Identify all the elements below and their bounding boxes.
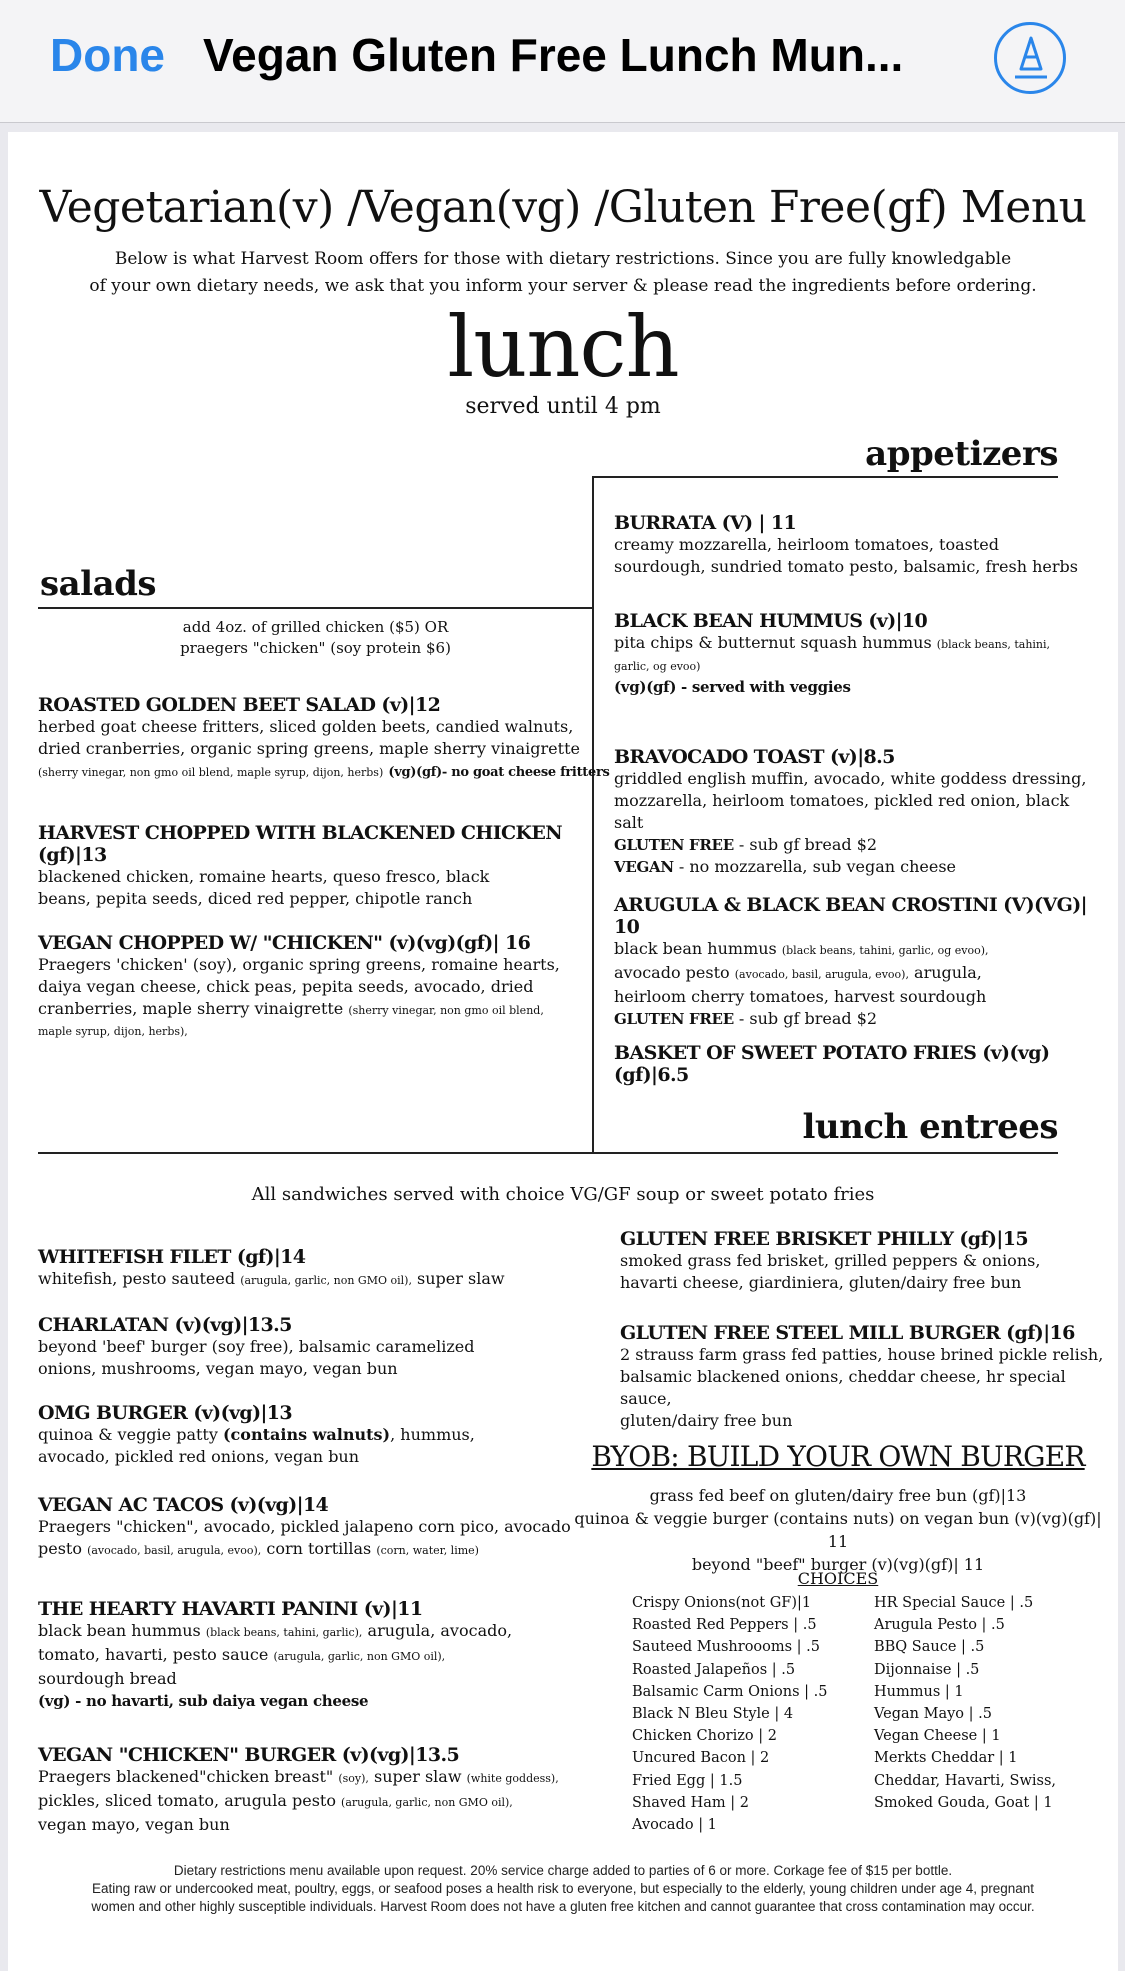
salads-heading: salads xyxy=(40,564,157,604)
desc-line: 2 strauss farm grass fed patties, house brined pickle relish, xyxy=(620,1345,1104,1364)
choice-item: Vegan Mayo | .5 xyxy=(874,1706,992,1723)
choice-item: HR Special Sauce | .5 xyxy=(874,1595,1034,1611)
salads-rule xyxy=(38,607,593,609)
item-description xyxy=(38,954,593,1040)
desc-line: blackened chicken, romaine hearts, queso fresco, black xyxy=(38,867,490,886)
desc-line: sourdough, sundried tomato pesto, balsamic, fresh herbs xyxy=(614,557,1078,576)
desc-line: quinoa & veggie patty xyxy=(38,1425,223,1444)
entrees-rule xyxy=(38,1152,1058,1154)
choice-item: Black N Bleu Style | 4 xyxy=(632,1706,794,1723)
desc-small: (avocado, basil, arugula, evoo), xyxy=(734,968,909,981)
item-name: BLACK BEAN HUMMUS (v)|10 xyxy=(614,610,928,632)
item-description xyxy=(614,534,1094,578)
markup-button[interactable] xyxy=(994,22,1066,94)
item-name: THE HEARTY HAVARTI PANINI (v)|11 xyxy=(38,1598,423,1620)
entree-item xyxy=(620,1322,1110,1432)
item-name: BASKET OF SWEET POTATO FRIES (v)(vg)(gf)|6.5 xyxy=(614,1042,1050,1086)
entree-item xyxy=(38,1314,578,1380)
item-description xyxy=(614,768,1094,878)
desc-line: herbed goat cheese fritters, sliced golden beets, candied walnuts, xyxy=(38,717,574,736)
desc-line: creamy mozzarella, heirloom tomatoes, toasted xyxy=(614,535,999,554)
salad-item xyxy=(38,822,593,910)
item-description xyxy=(614,938,1104,1030)
byob-options xyxy=(568,1484,1108,1576)
desc-line: pita chips & butternut squash hummus xyxy=(614,633,932,652)
desc-line: Praegers blackened"chicken breast" xyxy=(38,1767,339,1786)
option-text: - sub gf bread $2 xyxy=(733,1009,878,1028)
entree-item xyxy=(620,1228,1100,1294)
lunch-heading: lunch xyxy=(447,298,679,396)
column-divider xyxy=(592,477,594,1154)
item-description xyxy=(614,632,1094,698)
item-description xyxy=(38,1766,578,1836)
choice-item: Hummus | 1 xyxy=(874,1683,964,1700)
choices-list-left xyxy=(632,1592,872,1836)
entree-item xyxy=(38,1246,578,1292)
item-description xyxy=(38,1620,578,1712)
menu-footer xyxy=(28,1862,1098,1916)
choice-item: Balsamic Carm Onions | .5 xyxy=(632,1683,828,1700)
desc-line: beyond 'beef' burger (soy free), balsamic caramelized xyxy=(38,1337,475,1356)
item-description xyxy=(38,866,593,910)
choice-item: Uncured Bacon | 2 xyxy=(632,1750,770,1767)
desc-line: sourdough bread xyxy=(38,1669,177,1688)
option-text: - no mozzarella, sub vegan cheese xyxy=(673,857,957,876)
appetizer-item xyxy=(614,746,1094,878)
footer-line: women and other highly susceptible individuals. Harvest Room does not have a gluten free kitchen and cannot guarantee that cross contamination may occur. xyxy=(91,1899,1035,1914)
appetizer-item xyxy=(614,1042,1094,1086)
intro-line: of your own dietary needs, we ask that you inform your server & please read the ingredients before ordering. xyxy=(89,276,1037,296)
sandwich-note: All sandwiches served with choice VG/GF soup or sweet potato fries xyxy=(251,1184,875,1205)
entree-item xyxy=(38,1494,578,1562)
item-description xyxy=(38,1424,578,1468)
choices-list-right xyxy=(874,1592,1104,1814)
desc-line: vegan mayo, vegan bun xyxy=(38,1815,230,1834)
desc-line: super slaw xyxy=(411,1269,505,1288)
desc-line: arugula, avocado, xyxy=(362,1621,513,1640)
item-name: GLUTEN FREE BRISKET PHILLY (gf)|15 xyxy=(620,1228,1028,1250)
choice-item: Roasted Red Peppers | .5 xyxy=(632,1617,817,1634)
choice-item: Cheddar, Havarti, Swiss, xyxy=(874,1772,1056,1789)
desc-line: avocado, pickled red onions, vegan bun xyxy=(38,1447,360,1466)
appetizer-item xyxy=(614,894,1104,1030)
addon-line: praegers "chicken" (soy protein $6) xyxy=(180,639,451,657)
desc-line: cranberries, maple sherry vinaigrette xyxy=(38,999,344,1018)
desc-line: onions, mushrooms, vegan mayo, vegan bun xyxy=(38,1359,398,1378)
desc-small: (avocado, basil, arugula, evoo), xyxy=(87,1544,262,1557)
byob-line: grass fed beef on gluten/dairy free bun (gf)|13 xyxy=(649,1486,1027,1505)
footer-line: Dietary restrictions menu available upon request. 20% service charge added to parties of 6 or more. Corkage fee of $15 per bottle. xyxy=(173,1863,953,1878)
item-name: CHARLATAN (v)(vg)|13.5 xyxy=(38,1314,292,1336)
desc-line: whitefish, pesto sauteed xyxy=(38,1269,236,1288)
option-text: - sub gf bread $2 xyxy=(733,835,878,854)
desc-line: , hummus, xyxy=(390,1425,475,1444)
item-name: ARUGULA & BLACK BEAN CROSTINI (V)(VG)| 10 xyxy=(614,894,1087,938)
desc-line: tomato, havarti, pesto sauce xyxy=(38,1645,274,1664)
salad-item xyxy=(38,932,593,1040)
desc-small: (black beans, tahini, garlic), xyxy=(205,1626,363,1639)
choice-item: Sauteed Mushroooms | .5 xyxy=(632,1639,821,1656)
option-label: VEGAN xyxy=(614,858,674,876)
item-name: VEGAN "CHICKEN" BURGER (v)(vg)|13.5 xyxy=(38,1744,460,1766)
entree-item xyxy=(38,1402,578,1468)
desc-line: smoked grass fed brisket, grilled peppers & onions, xyxy=(620,1251,1041,1270)
desc-line: black bean hummus xyxy=(614,939,777,958)
toolbar xyxy=(0,0,1125,123)
entrees-heading: lunch entrees xyxy=(802,1107,1058,1147)
allergen-note: (contains walnuts) xyxy=(222,1425,391,1444)
choice-item: Avocado | 1 xyxy=(632,1817,717,1834)
desc-small: (white goddess), xyxy=(466,1772,559,1785)
desc-small: (black beans, tahini, garlic, og evoo), xyxy=(781,944,989,957)
appetizer-item xyxy=(614,512,1094,578)
item-description xyxy=(620,1250,1100,1294)
intro-line: Below is what Harvest Room offers for those with dietary restrictions. Since you are fully knowledgable xyxy=(114,249,1012,269)
desc-line: black bean hummus xyxy=(38,1621,206,1640)
item-description xyxy=(38,716,610,784)
item-description xyxy=(38,1268,578,1292)
desc-line: gluten/dairy free bun xyxy=(620,1411,793,1430)
desc-small: (arugula, garlic, non GMO oil), xyxy=(341,1796,513,1809)
desc-line: Praegers "chicken", avocado, pickled jalapeno corn pico, avocado xyxy=(38,1517,571,1536)
choice-item: Roasted Jalapeños | .5 xyxy=(632,1661,796,1678)
desc-line: pickles, sliced tomato, arugula pesto xyxy=(38,1791,342,1810)
markup-pen-icon xyxy=(1011,35,1051,81)
item-description xyxy=(38,1516,578,1562)
item-name: WHITEFISH FILET (gf)|14 xyxy=(38,1246,306,1268)
done-button[interactable]: Done xyxy=(50,29,165,81)
entree-item xyxy=(38,1744,578,1836)
choice-item: Fried Egg | 1.5 xyxy=(632,1772,743,1789)
desc-line: mozzarella, heirloom tomatoes, pickled red onion, black salt xyxy=(614,791,1070,832)
desc-small: (arugula, garlic, non GMO oil), xyxy=(273,1650,446,1663)
appetizer-item xyxy=(614,610,1094,698)
desc-small: maple syrup, dijon, herbs), xyxy=(38,1025,188,1038)
desc-line: havarti cheese, giardiniera, gluten/dairy free bun xyxy=(620,1273,1022,1292)
choice-item: Vegan Cheese | 1 xyxy=(874,1728,1001,1745)
item-description xyxy=(38,1336,578,1380)
footer-line: Eating raw or undercooked meat, poultry, eggs, or seafood poses a health risk to everyone, but especially to the elderly, young children under age 4, pregnant xyxy=(91,1881,1035,1896)
menu-title: Vegetarian(v) /Vegan(vg) /Gluten Free(gf) Menu xyxy=(39,182,1087,233)
desc-line: balsamic blackened onions, cheddar cheese, hr special sauce, xyxy=(620,1367,1066,1408)
item-name: VEGAN CHOPPED W/ "CHICKEN" (v)(vg)(gf)| 16 xyxy=(38,932,531,954)
choice-item: Chicken Chorizo | 2 xyxy=(632,1728,777,1745)
byob-line: beyond "beef" burger (v)(vg)(gf)| 11 xyxy=(691,1555,985,1574)
desc-small: (sherry vinegar, non gmo oil blend, maple syrup, dijon, herbs) xyxy=(38,766,384,779)
item-name: GLUTEN FREE STEEL MILL BURGER (gf)|16 xyxy=(620,1322,1075,1344)
desc-line: arugula, xyxy=(914,963,982,982)
desc-line: dried cranberries, organic spring greens, maple sherry vinaigrette xyxy=(38,739,580,758)
desc-line: avocado pesto xyxy=(614,963,730,982)
desc-line: beans, pepita seeds, diced red pepper, chipotle ranch xyxy=(38,889,473,908)
choice-item: Dijonnaise | .5 xyxy=(874,1661,980,1678)
byob-line: quinoa & veggie burger (contains nuts) on vegan bun (v)(vg)(gf)| 11 xyxy=(574,1509,1102,1551)
choices-heading: CHOICES xyxy=(797,1569,879,1588)
desc-line: pesto xyxy=(38,1539,88,1558)
desc-line: super slaw xyxy=(368,1767,467,1786)
choice-item: Crispy Onions(not GF)|1 xyxy=(632,1595,812,1611)
diet-note: (vg)(gf) - served with veggies xyxy=(614,678,851,696)
menu-intro xyxy=(8,246,1118,300)
choice-item: Arugula Pesto | .5 xyxy=(874,1617,1005,1634)
desc-line: corn tortillas xyxy=(261,1539,377,1558)
item-name: BRAVOCADO TOAST (v)|8.5 xyxy=(614,746,895,768)
item-name: VEGAN AC TACOS (v)(vg)|14 xyxy=(38,1494,329,1516)
diet-note: (vg) - no havarti, sub daiya vegan cheese xyxy=(38,1692,369,1710)
desc-line: heirloom cherry tomatoes, harvest sourdough xyxy=(614,987,987,1006)
document-title: Vegan Gluten Free Lunch Mun... xyxy=(203,29,904,81)
salad-item xyxy=(38,694,610,784)
item-description xyxy=(620,1344,1110,1432)
desc-small: garlic, og evoo) xyxy=(614,660,701,673)
desc-small: (sherry vinegar, non gmo oil blend, xyxy=(348,1004,544,1017)
item-name: OMG BURGER (v)(vg)|13 xyxy=(38,1402,293,1424)
choice-item: BBQ Sauce | .5 xyxy=(874,1639,985,1656)
desc-small: (corn, water, lime) xyxy=(376,1544,479,1557)
desc-small: (soy), xyxy=(338,1772,369,1785)
choice-item: Shaved Ham | 2 xyxy=(632,1794,749,1811)
desc-line: Praegers 'chicken' (soy), organic spring greens, romaine hearts, xyxy=(38,955,560,974)
appetizers-rule xyxy=(592,476,1058,478)
option-label: GLUTEN FREE xyxy=(614,1010,734,1028)
byob-heading: BYOB: BUILD YOUR OWN BURGER xyxy=(591,1440,1085,1473)
choice-item: Smoked Gouda, Goat | 1 xyxy=(874,1794,1053,1811)
desc-small: (black beans, tahini, xyxy=(936,638,1051,651)
item-name: HARVEST CHOPPED WITH BLACKENED CHICKEN (gf)|13 xyxy=(38,822,563,866)
salad-addon xyxy=(38,617,593,659)
option-label: GLUTEN FREE xyxy=(614,836,734,854)
served-until: served until 4 pm xyxy=(465,394,661,419)
addon-line: add 4oz. of grilled chicken ($5) OR xyxy=(182,618,449,636)
appetizers-heading: appetizers xyxy=(865,434,1058,474)
item-name: BURRATA (V) | 11 xyxy=(614,512,797,534)
choice-item: Merkts Cheddar | 1 xyxy=(874,1750,1018,1767)
desc-line: griddled english muffin, avocado, white goddess dressing, xyxy=(614,769,1087,788)
pdf-page[interactable] xyxy=(8,132,1118,1971)
diet-note: (vg)(gf)- no goat cheese fritters xyxy=(388,765,610,780)
desc-small: (arugula, garlic, non GMO oil), xyxy=(240,1274,412,1287)
entree-item xyxy=(38,1598,578,1712)
item-name: ROASTED GOLDEN BEET SALAD (v)|12 xyxy=(38,694,441,716)
desc-line: daiya vegan cheese, chick peas, pepita seeds, avocado, dried xyxy=(38,977,534,996)
